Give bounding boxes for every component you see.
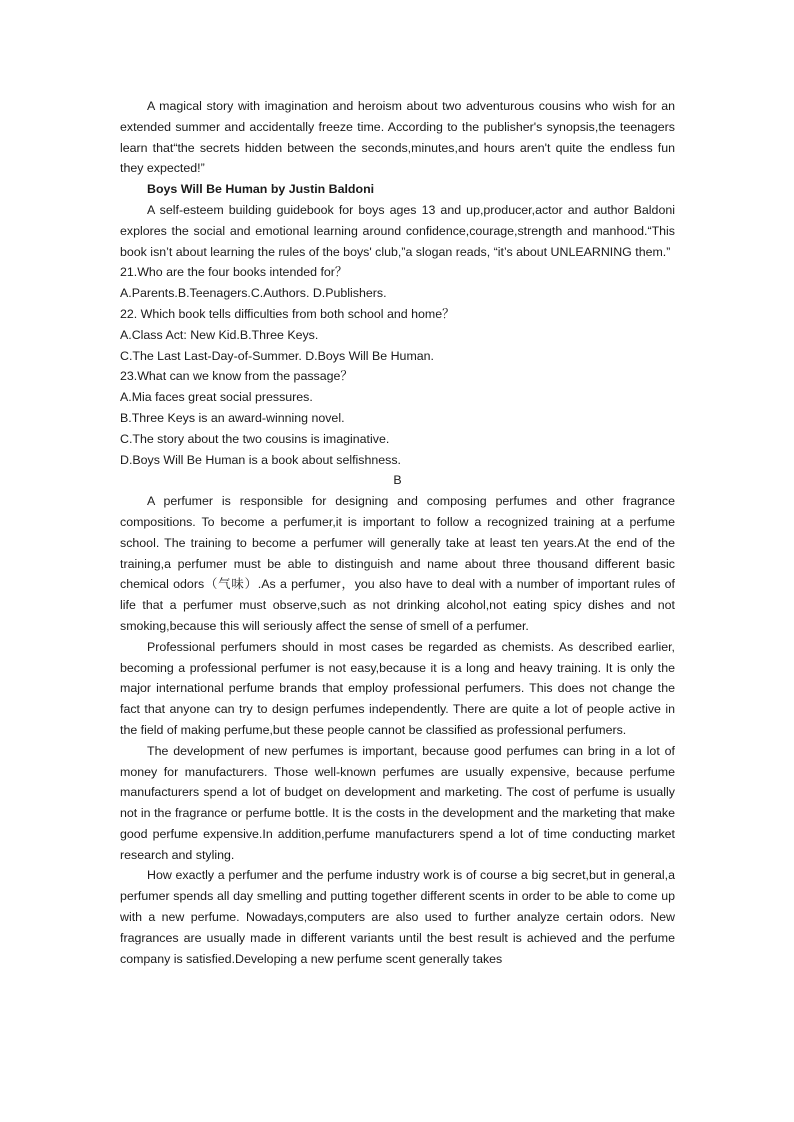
perfumer-paragraph-3: The development of new perfumes is important, because good perfumes can bring in a lot of money for manufacturers. Those well-known perfumes are usually expensive, because perfume manufacturers spend a lot of budget on development and marketing. The cost of perfume is usually not in the fragrance or perfume bottle. It is the costs in the development and the marketing that make good perfume expensive.In addition,perfume manufacturers spend a lot of time conducting market research and styling. xyxy=(120,743,675,862)
question-option-b: B.Three Keys is an award-winning novel. xyxy=(120,410,345,425)
document-page xyxy=(120,96,675,969)
perfumer-paragraph-4: How exactly a perfumer and the perfume industry work is of course a big secret,but in general,a perfumer spends all day smelling and putting together different scents in order to be able to come up with a new perfume. Nowadays,computers are also used to further analyze certain odors. New fragrances are usually made in different variants until the best result is achieved and the perfume company is satisfied.Developing a new perfume scent generally takes xyxy=(120,868,675,966)
book-title-boys-will-be-human: Boys Will Be Human by Justin Baldoni xyxy=(147,182,375,197)
boys-will-be-human-paragraph: A self-esteem building guidebook for boys ages 13 and up,producer,actor and author Baldoni explores the social and emotional learning around confidence,courage,strength and manhood.“This book isn’t about learning the rules of the boys' club,”a slogan reads, “it’s about UNLEARNING them.” xyxy=(120,202,675,259)
question-options: A.Class Act: New Kid.B.Three Keys. xyxy=(120,327,319,342)
question-21 xyxy=(120,262,675,304)
question-stem: 23.What can we know from the passage？ xyxy=(120,369,353,384)
question-stem: 22. Which book tells difficulties from both school and home？ xyxy=(120,306,455,321)
question-option-d: D.Boys Will Be Human is a book about selfishness. xyxy=(120,452,401,467)
question-option-c: C.The story about the two cousins is imaginative. xyxy=(120,431,390,446)
section-b-heading: B xyxy=(393,473,402,488)
cousins-story-paragraph: A magical story with imagination and heroism about two adventurous cousins who wish for an extended summer and accidentally freeze time. According to the publisher's synopsis,the teenagers learn that“the secrets hidden between the seconds,minutes,and hours aren't quite the endless fun they expected!” xyxy=(120,99,675,176)
perfumer-paragraph-1: A perfumer is responsible for designing and composing perfumes and other fragrance compositions. To become a perfumer,it is important to follow a recognized training at a perfume school. The training to become a perfumer will generally take at least ten years.At the end of the training,a perfumer must be able to distinguish and name about three thousand different basic chemical odors（气味）.As a perfumer，you also have to deal with a number of important rules of life that a perfumer must observe,such as not drinking alcohol,not eating spicy dishes and not smoking,because this will seriously affect the sense of smell of a perfumer. xyxy=(120,494,675,633)
question-options: A.Parents.B.Teenagers.C.Authors. D.Publishers. xyxy=(120,286,387,301)
question-22 xyxy=(120,304,675,366)
perfumer-paragraph-2: Professional perfumers should in most cases be regarded as chemists. As described earlier, becoming a professional perfumer is not easy,because it is a long and heavy training. It is only the major international perfume brands that employ professional perfumers. This does not change the fact that anyone can try to design perfumes independently. There are quite a lot of people active in the field of making perfume,but these people cannot be classified as professional perfumers. xyxy=(120,639,675,737)
question-23 xyxy=(120,366,675,470)
question-stem: 21.Who are the four books intended for？ xyxy=(120,265,348,280)
question-options: C.The Last Last-Day-of-Summer. D.Boys Will Be Human. xyxy=(120,348,434,363)
question-option-a: A.Mia faces great social pressures. xyxy=(120,390,313,405)
